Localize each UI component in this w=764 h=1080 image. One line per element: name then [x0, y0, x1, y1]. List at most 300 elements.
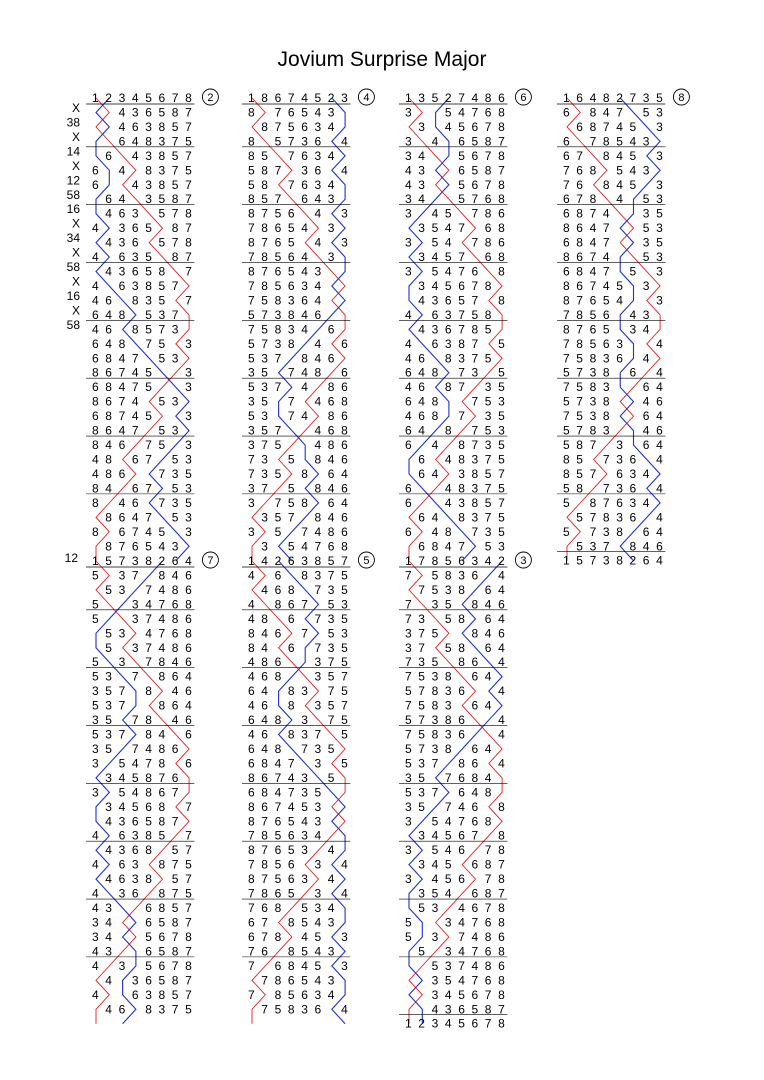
- bell-number: 5: [158, 394, 166, 409]
- bell-number: 5: [576, 553, 583, 568]
- bell-number: 7: [405, 727, 412, 742]
- bell-number: 5: [418, 770, 425, 785]
- bell-number: 4: [405, 177, 412, 192]
- bell-number: 6: [185, 727, 192, 742]
- bell-number: 7: [327, 684, 335, 699]
- bell-number: 5: [327, 698, 335, 713]
- bell-number: 8: [145, 828, 152, 843]
- bell-number: 7: [145, 655, 152, 670]
- bell-number: 7: [287, 394, 295, 409]
- bell-number: 8: [261, 221, 268, 236]
- bell-number: 5: [105, 713, 112, 728]
- bell-number: 5: [248, 163, 255, 178]
- bell-number: 7: [458, 409, 465, 424]
- bell-number: 8: [301, 568, 308, 583]
- call-label: X: [71, 158, 80, 173]
- bell-number: 8: [131, 293, 139, 308]
- bell-number: 3: [656, 293, 663, 308]
- bell-number: 5: [629, 177, 637, 192]
- bell-number: 4: [314, 192, 322, 207]
- bell-number: 7: [458, 250, 465, 265]
- bell-number: 8: [158, 799, 166, 814]
- bell-number: 4: [458, 105, 465, 120]
- bell-number: 4: [589, 91, 597, 105]
- bell-number: 3: [484, 380, 492, 395]
- bell-number: 8: [563, 293, 570, 308]
- bell-number: 3: [589, 365, 597, 380]
- bell-number: 5: [405, 915, 412, 930]
- bell-number: 4: [105, 929, 112, 944]
- bell-number: 5: [274, 872, 282, 887]
- bell-number: 4: [185, 669, 192, 684]
- bell-number: 3: [301, 163, 308, 178]
- bell-number: 4: [418, 394, 425, 409]
- bell-number: 7: [405, 698, 412, 713]
- bell-number: 3: [616, 452, 623, 467]
- bell-number: 3: [287, 322, 295, 337]
- bell-number: 3: [105, 944, 112, 959]
- bell-number: 6: [498, 235, 505, 250]
- lead-circle-number: 3: [520, 555, 527, 567]
- bell-number: 7: [248, 466, 255, 481]
- bell-number: 4: [171, 684, 179, 699]
- bell-number: 3: [261, 351, 268, 366]
- bell-number: 5: [576, 380, 583, 395]
- bell-number: 4: [274, 785, 282, 800]
- bell-number: 4: [301, 380, 308, 395]
- bell-number: 5: [261, 293, 268, 308]
- bell-number: 8: [158, 669, 166, 684]
- bell-number: 5: [498, 481, 505, 496]
- bell-number: 5: [145, 365, 152, 380]
- bell-number: 8: [105, 466, 112, 481]
- bell-number: 4: [616, 177, 623, 192]
- bell-number: 7: [185, 119, 192, 134]
- bell-number: 3: [418, 278, 425, 293]
- bell-number: 3: [314, 568, 322, 583]
- bell-number: 7: [563, 177, 570, 192]
- bell-number: 6: [274, 235, 282, 250]
- bell-number: 6: [471, 655, 479, 670]
- bell-number: 4: [602, 206, 610, 221]
- bell-number: 5: [171, 843, 179, 858]
- bell-number: 8: [444, 568, 452, 583]
- bell-number: 3: [301, 713, 308, 728]
- bell-number: 8: [248, 770, 255, 785]
- bell-number: 7: [602, 495, 610, 510]
- bell-number: 8: [444, 524, 452, 539]
- bell-number: 4: [301, 91, 308, 105]
- bell-number: 5: [629, 148, 637, 163]
- bell-number: 3: [118, 264, 126, 279]
- bell-number: 5: [458, 119, 465, 134]
- bell-number: 7: [185, 872, 192, 887]
- bell-number: 3: [92, 741, 99, 756]
- bell-number: 5: [431, 264, 439, 279]
- bell-number: 5: [314, 958, 322, 973]
- bell-number: 8: [92, 495, 99, 510]
- bell-number: 8: [589, 380, 597, 395]
- bell-number: 4: [92, 221, 99, 236]
- bell-number: 7: [287, 785, 295, 800]
- bell-number: 5: [158, 973, 166, 988]
- bell-number: 5: [471, 163, 479, 178]
- bell-number: 8: [458, 438, 465, 453]
- bell-number: 8: [158, 119, 166, 134]
- bell-number: 3: [261, 452, 268, 467]
- bell-number: 7: [185, 843, 192, 858]
- bell-number: 2: [105, 91, 112, 105]
- bell-number: 4: [405, 307, 412, 322]
- bell-number: 5: [498, 524, 505, 539]
- bell-number: 4: [498, 713, 505, 728]
- bell-number: 6: [287, 206, 295, 221]
- bell-number: 3: [118, 235, 126, 250]
- bell-number: 4: [314, 423, 322, 438]
- bell-number: 8: [301, 466, 308, 481]
- bell-number: 6: [274, 843, 282, 858]
- bell-number: 5: [341, 582, 348, 597]
- bell-number: 4: [484, 554, 492, 568]
- bell-number: 8: [171, 944, 179, 959]
- bell-number: 6: [642, 438, 650, 453]
- call-label: X: [71, 101, 80, 115]
- bell-number: 3: [261, 409, 268, 424]
- bell-number: 7: [589, 524, 597, 539]
- bell-number: 3: [327, 944, 335, 959]
- bell-number: 7: [261, 929, 268, 944]
- bell-number: 4: [327, 119, 335, 134]
- bell-number: 5: [484, 539, 492, 554]
- bell-number: 5: [405, 785, 412, 800]
- bell-number: 8: [274, 987, 282, 1002]
- bell-number: 8: [261, 611, 268, 626]
- bell-number: 3: [314, 799, 322, 814]
- bell-number: 7: [261, 973, 268, 988]
- bell-number: 7: [405, 669, 412, 684]
- bell-number: 3: [405, 799, 412, 814]
- bell-number: 7: [185, 973, 192, 988]
- bell-number: 4: [314, 944, 322, 959]
- bell-number: 7: [471, 105, 479, 120]
- bell-number: 7: [458, 91, 465, 105]
- bell-number: 3: [158, 134, 166, 149]
- bell-number: 3: [145, 192, 152, 207]
- working-bell-line: [620, 98, 660, 561]
- bell-number: 6: [498, 597, 505, 612]
- bell-number: 4: [444, 481, 452, 496]
- bell-number: 5: [642, 192, 650, 207]
- bell-number: 8: [158, 857, 166, 872]
- bell-number: 5: [145, 814, 152, 829]
- bell-number: 7: [287, 148, 295, 163]
- bell-number: 7: [145, 756, 152, 771]
- bell-number: 5: [431, 958, 439, 973]
- bell-number: 7: [185, 105, 192, 120]
- bell-number: 7: [458, 322, 465, 337]
- bell-number: 3: [656, 148, 663, 163]
- bell-number: 5: [92, 669, 99, 684]
- bell-number: 3: [642, 278, 650, 293]
- bell-number: 7: [341, 669, 348, 684]
- bell-number: 4: [105, 336, 112, 351]
- bell-number: 3: [484, 409, 492, 424]
- bell-number: 8: [314, 481, 322, 496]
- bell-number: 4: [327, 901, 335, 916]
- bell-number: 8: [92, 481, 99, 496]
- bell-number: 5: [248, 351, 255, 366]
- bell-number: 3: [341, 929, 348, 944]
- bell-number: 7: [287, 91, 295, 105]
- bell-number: 6: [118, 872, 126, 887]
- bell-number: 4: [458, 799, 465, 814]
- bell-number: 4: [629, 307, 637, 322]
- bell-number: 7: [589, 134, 597, 149]
- bell-number: 7: [405, 611, 412, 626]
- bell-number: 4: [118, 351, 126, 366]
- bell-number: 8: [602, 148, 610, 163]
- bell-number: 6: [131, 495, 139, 510]
- bell-number: 4: [261, 626, 268, 641]
- bell-number: 3: [248, 423, 255, 438]
- bell-number: 6: [105, 293, 112, 308]
- bell-number: 7: [118, 554, 126, 568]
- bell-number: 3: [131, 105, 139, 120]
- bell-number: 6: [248, 785, 255, 800]
- bell-number: 3: [158, 307, 166, 322]
- bell-number: 7: [576, 148, 583, 163]
- bell-number: 3: [327, 611, 335, 626]
- bell-number: 7: [171, 857, 179, 872]
- bell-number: 4: [327, 481, 335, 496]
- bell-number: 6: [92, 380, 99, 395]
- bell-number: 8: [158, 177, 166, 192]
- bell-number: 4: [341, 1002, 348, 1017]
- bell-number: 5: [444, 872, 452, 887]
- bell-number: 4: [248, 655, 255, 670]
- bell-number: 3: [301, 684, 308, 699]
- bell-number: 3: [301, 554, 308, 568]
- bell-number: 8: [484, 886, 492, 901]
- bell-number: 7: [405, 597, 412, 612]
- bell-number: 4: [327, 843, 335, 858]
- bell-number: 8: [589, 105, 597, 120]
- bell-number: 5: [431, 221, 439, 236]
- bell-number: 4: [301, 264, 308, 279]
- bell-number: 2: [158, 554, 166, 568]
- bell-number: 5: [444, 250, 452, 265]
- bell-number: 3: [301, 828, 308, 843]
- bell-number: 7: [418, 626, 425, 641]
- bell-number: 8: [274, 929, 282, 944]
- bell-number: 4: [484, 698, 492, 713]
- bell-number: 7: [274, 105, 282, 120]
- bell-number: 6: [158, 785, 166, 800]
- bell-number: 4: [261, 713, 268, 728]
- bell-number: 5: [287, 221, 295, 236]
- bell-number: 5: [287, 481, 295, 496]
- bell-number: 5: [484, 322, 492, 337]
- bell-number: 5: [145, 409, 152, 424]
- bell-number: 3: [301, 872, 308, 887]
- bell-number: 8: [158, 698, 166, 713]
- bell-number: 5: [248, 380, 255, 395]
- bell-number: 6: [185, 713, 192, 728]
- bell-number: 6: [629, 510, 637, 525]
- call-label: 16: [66, 202, 80, 217]
- bell-number: 4: [314, 351, 322, 366]
- bell-number: 5: [471, 134, 479, 149]
- bell-number: 7: [602, 481, 610, 496]
- bell-number: 8: [171, 221, 179, 236]
- bell-number: 3: [444, 727, 452, 742]
- bell-number: 7: [248, 322, 255, 337]
- bell-number: 3: [444, 1002, 452, 1017]
- bell-number: 4: [105, 481, 112, 496]
- bell-number: 5: [248, 307, 255, 322]
- bell-number: 8: [287, 727, 295, 742]
- call-label: 14: [66, 144, 80, 159]
- bell-number: 7: [274, 495, 282, 510]
- bell-number: 3: [105, 799, 112, 814]
- bell-number: 4: [444, 235, 452, 250]
- bell-number: 7: [418, 713, 425, 728]
- bell-number: 7: [185, 293, 192, 308]
- bell-number: 3: [418, 857, 425, 872]
- bell-number: 6: [185, 655, 192, 670]
- bell-number: 7: [471, 828, 479, 843]
- bell-number: 3: [405, 626, 412, 641]
- bell-number: 5: [171, 119, 179, 134]
- bell-number: 3: [616, 438, 623, 453]
- bell-number: 7: [118, 365, 126, 380]
- bell-number: 4: [341, 466, 348, 481]
- bell-number: 7: [185, 828, 192, 843]
- bell-number: 3: [616, 510, 623, 525]
- bell-number: 7: [118, 539, 126, 554]
- bell-number: 5: [105, 684, 112, 699]
- lead-circle-number: 7: [207, 555, 214, 567]
- bell-number: 6: [145, 915, 152, 930]
- bell-number: 6: [248, 929, 255, 944]
- bell-number: 8: [145, 713, 152, 728]
- bell-number: 8: [248, 814, 255, 829]
- bell-number: 3: [418, 119, 425, 134]
- bell-number: 6: [471, 857, 479, 872]
- bell-number: 6: [287, 973, 295, 988]
- bell-number: 5: [92, 568, 99, 583]
- bell-number: 4: [105, 872, 112, 887]
- bell-number: 6: [158, 958, 166, 973]
- bell-number: 3: [327, 221, 335, 236]
- bell-number: 6: [131, 987, 139, 1002]
- bell-number: 4: [642, 539, 650, 554]
- lead-circle-number: 5: [363, 555, 370, 567]
- bell-number: 4: [301, 365, 308, 380]
- bell-number: 3: [642, 91, 650, 105]
- bell-number: 6: [118, 250, 126, 265]
- bell-number: 5: [274, 438, 282, 453]
- bell-number: 4: [484, 669, 492, 684]
- bell-number: 3: [458, 351, 465, 366]
- bell-number: 6: [261, 944, 268, 959]
- bell-number: 4: [185, 554, 192, 568]
- bell-number: 6: [642, 553, 650, 568]
- bell-number: 6: [418, 466, 425, 481]
- bell-number: 3: [327, 915, 335, 930]
- bell-number: 5: [145, 307, 152, 322]
- bell-number: 4: [444, 452, 452, 467]
- bell-number: 4: [498, 756, 505, 771]
- bell-number: 6: [642, 380, 650, 395]
- bell-number: 5: [274, 828, 282, 843]
- bell-number: 7: [471, 915, 479, 930]
- bell-number: 8: [158, 741, 166, 756]
- bell-number: 5: [498, 438, 505, 453]
- bell-number: 8: [327, 438, 335, 453]
- bell-number: 4: [301, 539, 308, 554]
- bell-number: 5: [105, 626, 112, 641]
- bell-number: 4: [287, 799, 295, 814]
- bell-number: 4: [131, 510, 139, 525]
- bell-number: 5: [484, 423, 492, 438]
- bell-number: 7: [171, 206, 179, 221]
- bell-number: 6: [145, 944, 152, 959]
- bell-number: 6: [301, 119, 308, 134]
- bell-number: 3: [131, 250, 139, 265]
- bell-number: 5: [341, 727, 348, 742]
- bell-number: 3: [602, 351, 610, 366]
- bell-number: 8: [498, 828, 505, 843]
- bell-number: 6: [471, 669, 479, 684]
- bell-number: 4: [105, 438, 112, 453]
- bell-number: 6: [261, 669, 268, 684]
- bell-number: 3: [471, 365, 479, 380]
- bell-number: 7: [248, 278, 255, 293]
- bell-number: 3: [118, 91, 126, 105]
- bell-number: 6: [484, 640, 492, 655]
- bell-number: 4: [656, 452, 663, 467]
- bell-number: 6: [484, 221, 492, 236]
- bell-number: 7: [458, 365, 465, 380]
- bell-number: 8: [145, 785, 152, 800]
- bell-number: 6: [471, 886, 479, 901]
- bell-number: 4: [158, 640, 166, 655]
- call-label: 58: [66, 187, 80, 202]
- bell-number: 5: [261, 423, 268, 438]
- bell-number: 5: [158, 192, 166, 207]
- bell-number: 8: [171, 192, 179, 207]
- bell-number: 4: [418, 293, 425, 308]
- bell-number: 8: [471, 626, 479, 641]
- bell-number: 3: [131, 640, 139, 655]
- bell-number: 3: [185, 336, 192, 351]
- bell-number: 1: [563, 91, 570, 105]
- bell-number: 7: [458, 958, 465, 973]
- bell-number: 7: [248, 987, 255, 1002]
- bell-number: 4: [405, 409, 412, 424]
- bell-number: 6: [405, 365, 412, 380]
- bell-number: 5: [405, 684, 412, 699]
- bell-number: 5: [301, 901, 308, 916]
- bell-number: 5: [118, 785, 126, 800]
- bell-number: 7: [314, 727, 322, 742]
- bell-number: 4: [327, 872, 335, 887]
- bell-number: 5: [287, 264, 295, 279]
- bell-number: 8: [458, 452, 465, 467]
- bell-number: 7: [287, 409, 295, 424]
- bell-number: 5: [145, 264, 152, 279]
